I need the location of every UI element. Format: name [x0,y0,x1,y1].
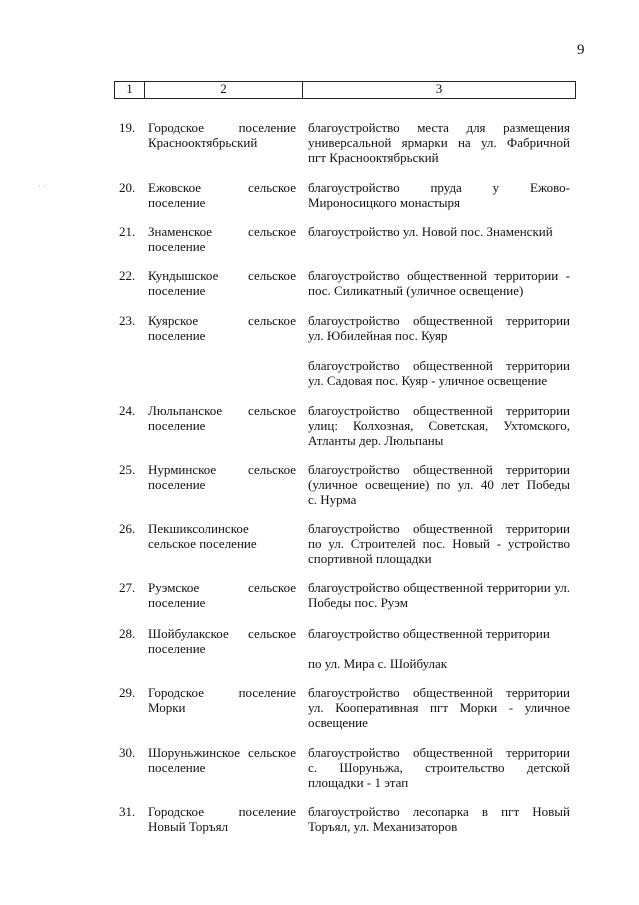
settlement-name [148,626,296,656]
row-number: 22. [119,268,136,283]
row-number: 28. [119,626,136,641]
settlement-name [148,180,296,210]
settlement-name-line: поселение [148,418,206,433]
settlement-name [148,580,296,610]
project-description-line: благоустройство общественной территории [308,521,570,536]
settlement-name-line: Ежовское сельское [148,180,296,195]
margin-mark: · · [38,181,47,191]
settlement-name-line: Шоруньжинское сельское [148,745,296,760]
project-description-line: благоустройство общественной территории [308,626,550,641]
settlement-name-line: поселение [148,283,206,298]
project-description-line: благоустройство общественной территории [308,313,570,328]
settlement-name-line: поселение [148,195,206,210]
header-col-2: 2 [145,82,303,98]
settlement-name-line: поселение [148,477,206,492]
settlement-name-line: Городское поселение [148,804,296,819]
settlement-name [148,521,296,551]
row-number: 26. [119,521,136,536]
project-description [308,804,570,834]
project-description-line: благоустройство общественной территории [308,403,570,418]
project-description [308,180,570,210]
project-description-additional [308,358,570,388]
project-description-line: благоустройство пруда у Ежово- [308,180,570,195]
settlement-name [148,313,296,343]
row-number: 23. [119,313,136,328]
project-description-line: благоустройство ул. Новой пос. Знаменский [308,224,553,239]
project-description [308,580,570,610]
project-description [308,224,570,239]
settlement-name-line: Пекшиксолинское [148,521,249,536]
settlement-name-line: поселение [148,641,206,656]
project-description-line: с. Нурма [308,492,357,507]
settlement-name-line: Люльпанское сельское [148,403,296,418]
header-col-1: 1 [115,82,145,98]
project-description-additional [308,656,570,671]
project-description-line: благоустройство общественной территории ул. [308,580,570,595]
row-number: 27. [119,580,136,595]
project-description-line: Торъял, ул. Механизаторов [308,819,458,834]
settlement-name [148,268,296,298]
settlement-name-line: Новый Торъял [148,819,229,834]
settlement-name [148,120,296,150]
settlement-name [148,685,296,715]
settlement-name [148,745,296,775]
project-description-line: Победы пос. Руэм [308,595,409,610]
row-number: 20. [119,180,136,195]
project-description-line: освещение [308,715,368,730]
settlement-name-line: поселение [148,595,206,610]
project-description [308,626,570,641]
settlement-name-line: Морки [148,700,186,715]
project-description-line: пос. Силикатный (уличное освещение) [308,283,524,298]
project-description-line: универсальной ярмарки на ул. Фабричной [308,135,570,150]
project-description [308,745,570,790]
project-description-line: улиц: Колхозная, Советская, Ухтомского, [308,418,570,433]
settlement-name [148,403,296,433]
project-description-line: ул. Юбилейная пос. Куяр [308,328,448,343]
page-number: 9 [577,42,585,58]
project-description [308,685,570,730]
project-description-line: Атланты дер. Люльпаны [308,433,444,448]
project-description-additional-line: благоустройство общественной территории [308,358,570,373]
project-description-line: (уличное освещение) по ул. 40 лет Победы [308,477,570,492]
project-description-line: благоустройство места для размещения [308,120,570,135]
settlement-name [148,224,296,254]
settlement-name-line: Нурминское сельское [148,462,296,477]
settlement-name [148,804,296,834]
settlement-name-line: Городское поселение [148,120,296,135]
project-description-line: по ул. Строителей пос. Новый - устройство [308,536,570,551]
project-description-line: ул. Кооперативная пгт Морки - уличное [308,700,570,715]
row-number: 29. [119,685,136,700]
settlement-name-line: Куярское сельское [148,313,296,328]
settlement-name-line: Знаменское сельское [148,224,296,239]
project-description-line: благоустройство общественной территории [308,745,570,760]
settlement-name-line: сельское поселение [148,536,257,551]
settlement-name-line: Городское поселение [148,685,296,700]
row-number: 19. [119,120,136,135]
project-description-line: благоустройство общественной территории [308,462,570,477]
row-number: 31. [119,804,136,819]
project-description-additional-line: по ул. Мира с. Шойбулак [308,656,448,671]
settlement-name [148,462,296,492]
project-description [308,521,570,566]
header-col-3: 3 [435,81,443,96]
settlement-name-line: Краснооктябрьский [148,135,258,150]
project-description-line: благоустройство общественной территории [308,685,570,700]
project-description [308,403,570,448]
project-description [308,268,570,298]
project-description-line: площадки - 1 этап [308,775,409,790]
project-description [308,462,570,507]
row-number: 30. [119,745,136,760]
row-number: 24. [119,403,136,418]
settlement-name-line: Шойбулакское сельское [148,626,296,641]
table-header [114,81,576,99]
row-number: 25. [119,462,136,477]
settlement-name-line: поселение [148,328,206,343]
project-description-line: Мироносицкого монастыря [308,195,461,210]
project-description [308,120,570,165]
project-description-line: пгт Краснооктябрьский [308,150,439,165]
project-description [308,313,570,343]
project-description-additional-line: ул. Садовая пос. Куяр - уличное освещение [308,373,548,388]
project-description-line: спортивной площадки [308,551,432,566]
settlement-name-line: Руэмское сельское [148,580,296,595]
settlement-name-line: поселение [148,239,206,254]
project-description-line: благоустройство лесопарка в пгт Новый [308,804,570,819]
settlement-name-line: Кундышское сельское [148,268,296,283]
project-description-line: с. Шоруньжа, строительство детской [308,760,570,775]
row-number: 21. [119,224,136,239]
settlement-name-line: поселение [148,760,206,775]
project-description-line: благоустройство общественной территории - [308,268,570,283]
